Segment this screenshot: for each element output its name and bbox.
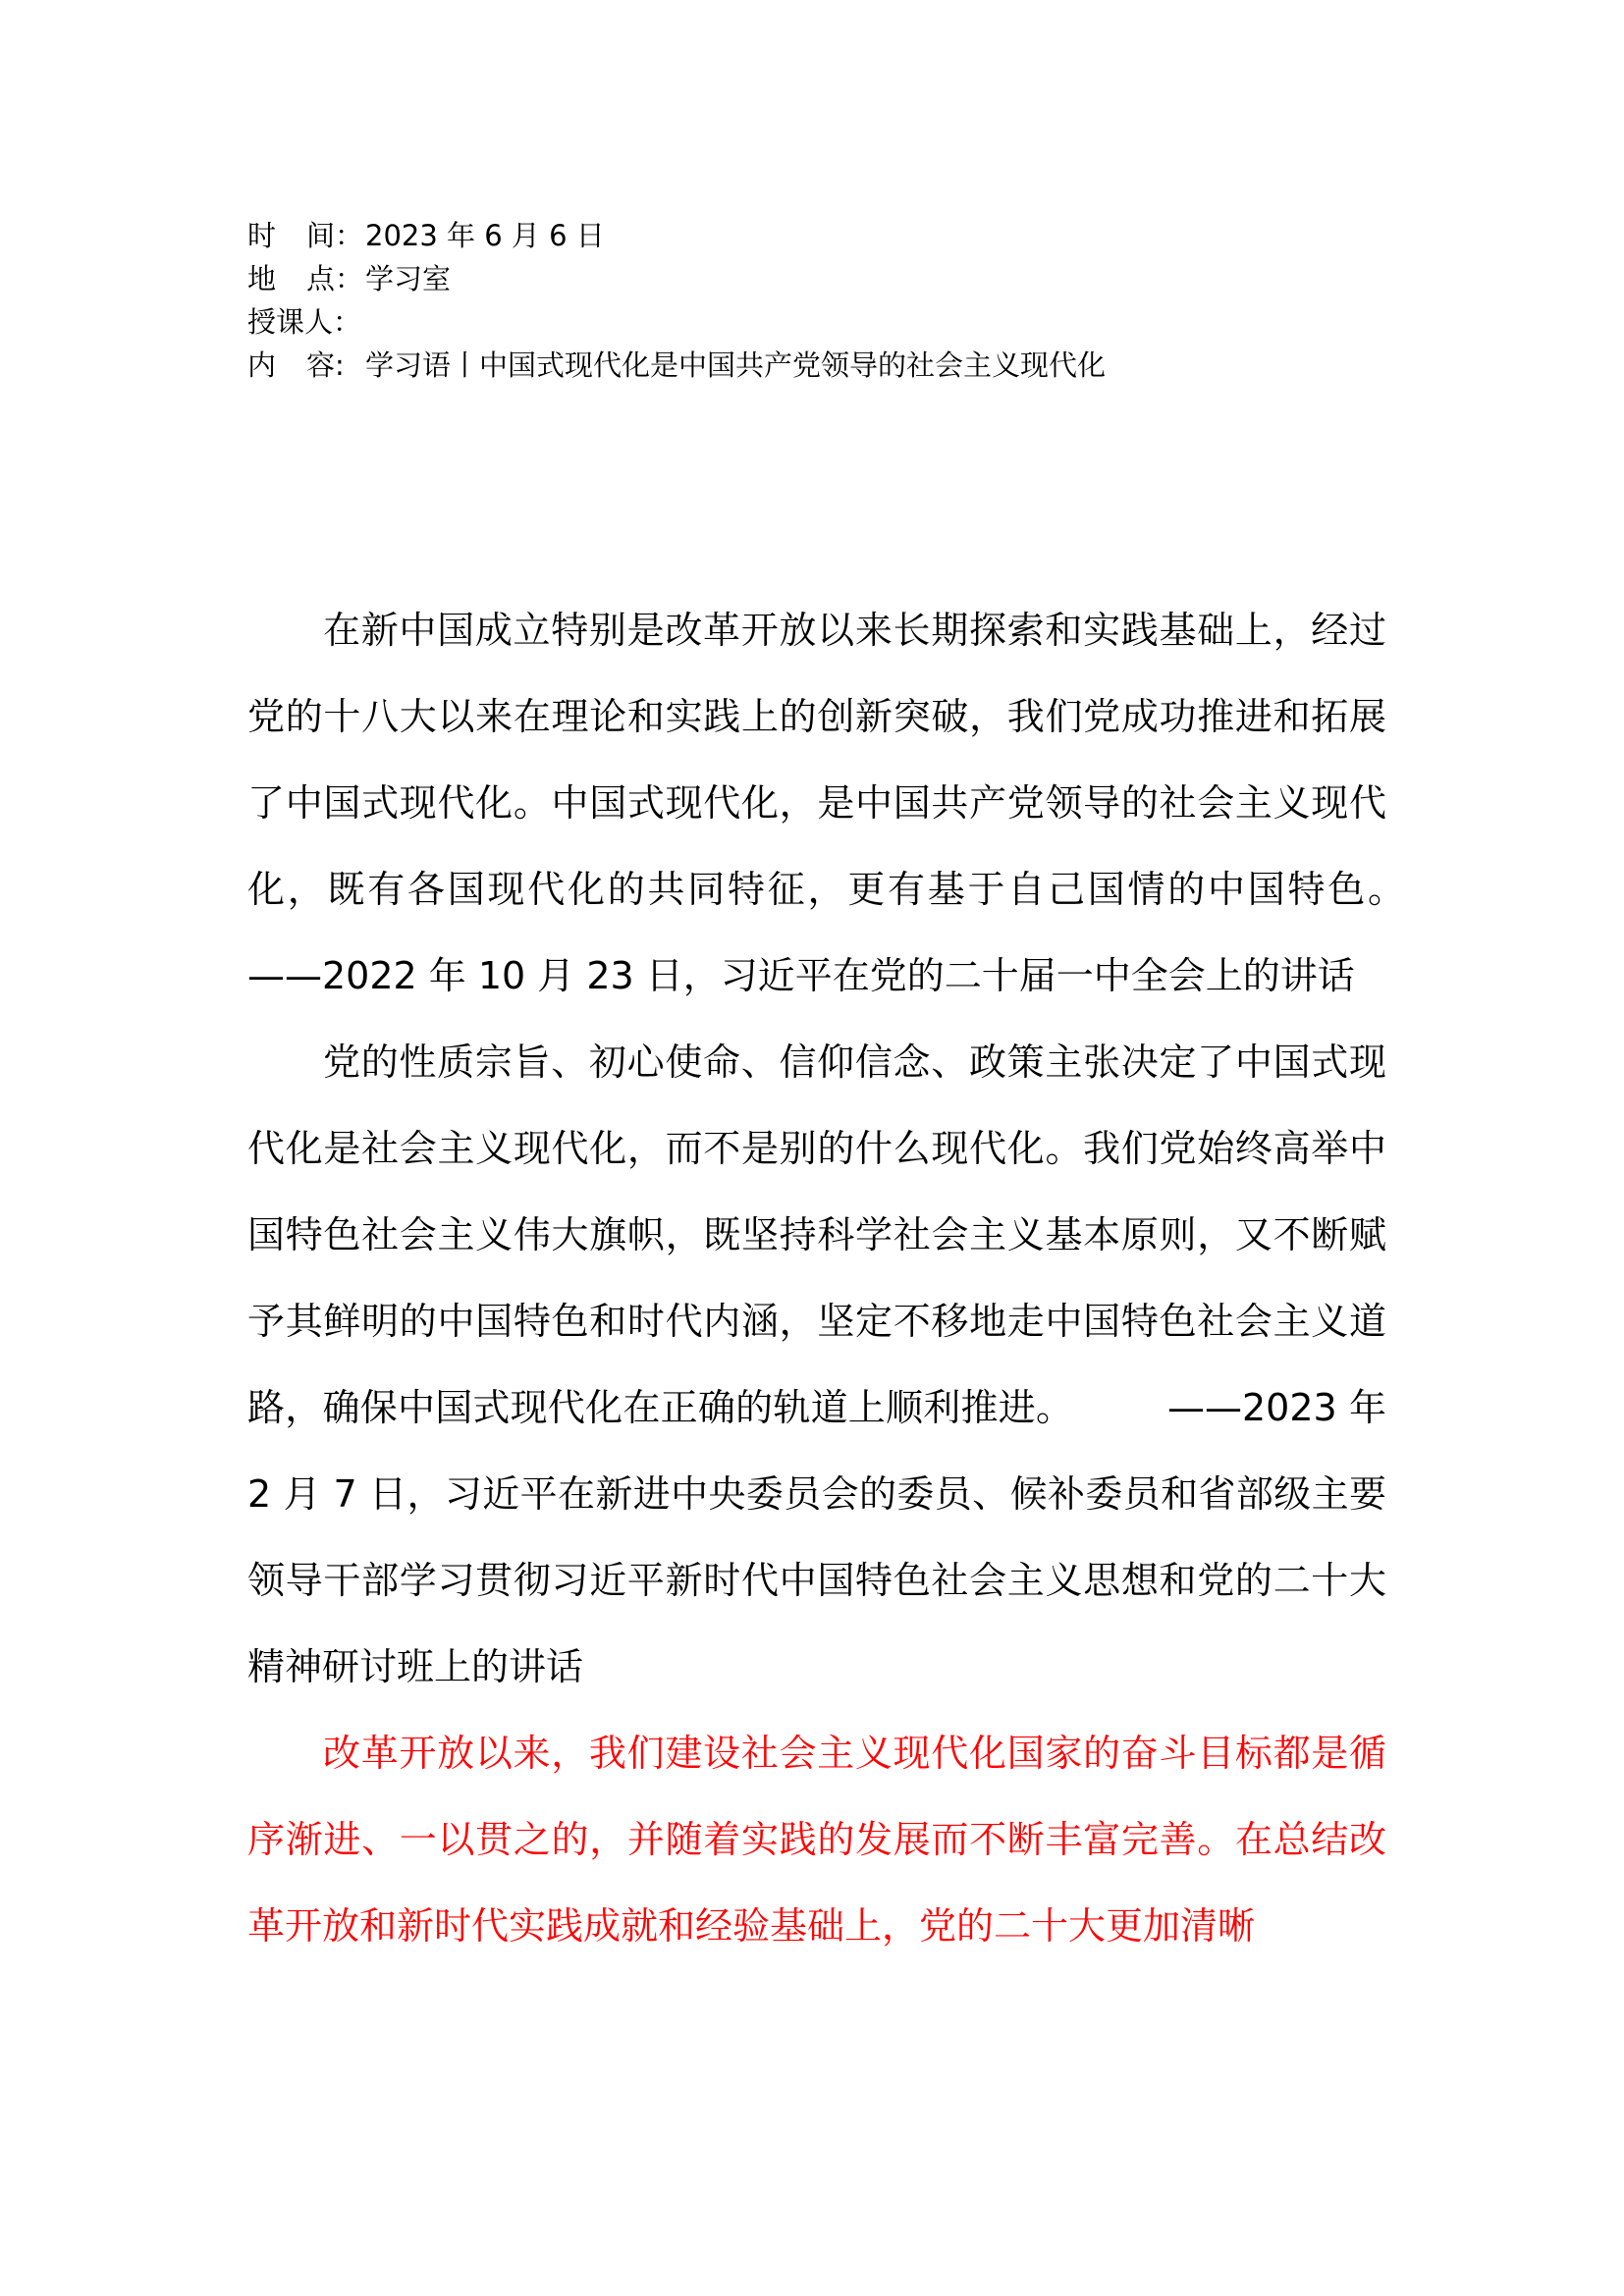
content-label-char: 容:	[306, 348, 345, 382]
place-value: 学习室	[365, 262, 452, 295]
time-label-char: 间：	[306, 219, 364, 252]
highlighted-text: 改革开放以来，我们建设社会主义现代化国家的奋斗目标都是循序渐进、一以贯之的，并随着实践的发展而不断丰富完善。在总结改革开放和新时代实践成就和经验基础上，党的二十大更加清晰	[247, 1732, 1386, 1948]
content-label-char: 内	[247, 348, 277, 382]
teacher-label: 授课人：	[247, 305, 362, 339]
body-text	[247, 587, 1499, 1969]
quote-text: 在新中国成立特别是改革开放以来长期探索和实践基础上，经过党的十八大以来在理论和实践上的创新突破，我们党成功推进和拓展了中国式现代化。中国式现代化，是中国共产党领导的社会主义现代化，既有各国现代化的共同特征，更有基于自己国情的中国特色。	[247, 609, 1386, 911]
content-value: 学习语丨中国式现代化是中国共产党领导的社会主义现代化	[365, 348, 1107, 382]
teacher-line	[247, 300, 1106, 344]
quote-text: 党的性质宗旨、初心使命、信仰信念、政策主张决定了中国式现代化是社会主义现代化，而不是别的什么现代化。我们党始终高举中国特色社会主义伟大旗帜，既坚持科学社会主义基本原则，又不断赋予其鲜明的中国特色和时代内涵，坚定不移地走中国特色社会主义道路，确保中国式现代化在正确的轨道上顺利推进。	[247, 1041, 1386, 1429]
time-value: 2023 年 6 月 6 日	[365, 219, 605, 252]
content-line	[247, 344, 1106, 387]
quote-source: ——2023 年 2 月 7 日，习近平在新进中央委员会的委员、候补委员和省部级主要领导干部学习贯彻习近平新时代中国特色社会主义思想和党的二十大精神研讨班上的讲话	[247, 1386, 1399, 1688]
place-label-char: 地	[247, 262, 277, 295]
highlighted-paragraph	[247, 1710, 1386, 1969]
quote-source: ——2022 年 10 月 23 日，习近平在党的二十届一中全会上的讲话	[247, 868, 1499, 997]
place-line	[247, 257, 1106, 300]
lesson-info	[247, 214, 1106, 387]
quote-paragraph-1	[247, 587, 1499, 1019]
time-line	[247, 214, 1106, 257]
place-label-char: 点：	[306, 262, 364, 295]
time-label-char: 时	[247, 219, 277, 252]
quote-paragraph-2	[247, 1019, 1399, 1710]
